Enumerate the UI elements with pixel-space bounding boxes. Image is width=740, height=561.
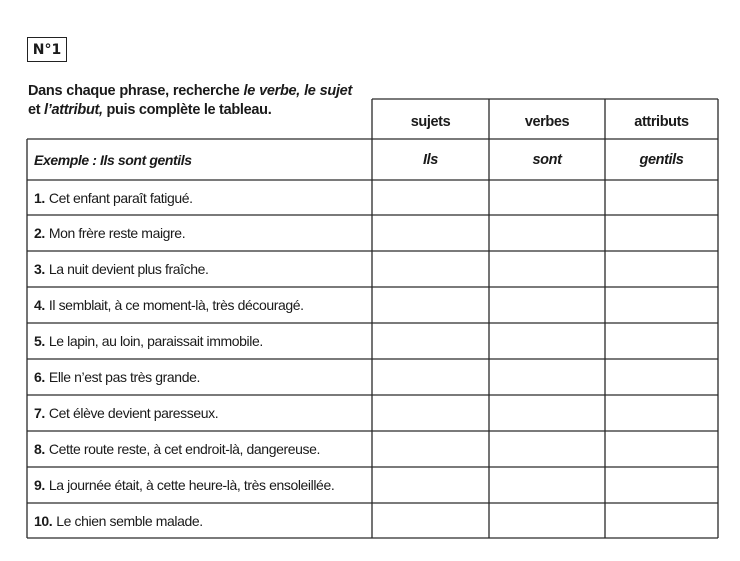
row-number: 8. — [34, 441, 45, 457]
table-row — [34, 287, 364, 323]
row-number: 1. — [34, 189, 45, 206]
instruction-sujet: le sujet — [304, 83, 352, 99]
header-attributs: attributs — [634, 113, 689, 130]
table-row — [34, 215, 364, 251]
row-number: 10. — [34, 512, 53, 529]
row-number: 4. — [34, 297, 45, 313]
table-row — [34, 251, 364, 287]
exercise-number: N°1 — [32, 41, 62, 58]
row-sentence: Le chien semble malade. — [56, 512, 203, 529]
table-row — [34, 431, 364, 467]
row-sentence: Cet enfant paraît fatigué. — [48, 189, 193, 206]
table-row — [34, 323, 364, 359]
example-answer-attribut: gentils — [639, 152, 684, 168]
instruction-sep: et — [28, 102, 45, 118]
example-sentence: Exemple : Ils sont gentils — [34, 152, 192, 168]
row-number: 2. — [34, 225, 45, 241]
row-sentence: Cette route reste, à cet endroit-là, dangereuse. — [48, 441, 320, 457]
row-sentence: La nuit devient plus fraîche. — [48, 261, 209, 277]
row-sentence: Mon frère reste maigre. — [48, 225, 186, 241]
row-number: 6. — [34, 369, 45, 385]
instruction-text: puis complète le tableau. — [102, 102, 272, 118]
row-number: 7. — [34, 405, 45, 421]
header-verbes: verbes — [524, 113, 570, 130]
instruction-verbe: le verbe, — [243, 83, 301, 99]
table-row — [34, 467, 364, 503]
row-number: 5. — [34, 333, 45, 349]
instruction-text: Dans chaque phrase, recherche — [28, 83, 244, 99]
row-sentence: Cet élève devient paresseux. — [48, 405, 219, 421]
table-row — [34, 359, 364, 395]
table-row — [34, 180, 364, 215]
row-sentence: Elle n’est pas très grande. — [48, 369, 200, 385]
header-sujets: sujets — [410, 113, 451, 130]
example-answer-verbe: sont — [532, 152, 562, 168]
row-number: 9. — [34, 477, 45, 493]
row-sentence: La journée était, à cette heure-là, très ensoleillée. — [48, 477, 335, 493]
instruction-attribut: l’attribut, — [44, 102, 103, 118]
table-row — [34, 503, 364, 538]
table-row — [34, 395, 364, 431]
row-sentence: Il semblait, à ce moment-là, très découragé. — [48, 297, 304, 313]
row-number: 3. — [34, 261, 45, 277]
example-answer-sujet: Ils — [423, 152, 438, 168]
row-sentence: Le lapin, au loin, paraissait immobile. — [48, 333, 263, 349]
